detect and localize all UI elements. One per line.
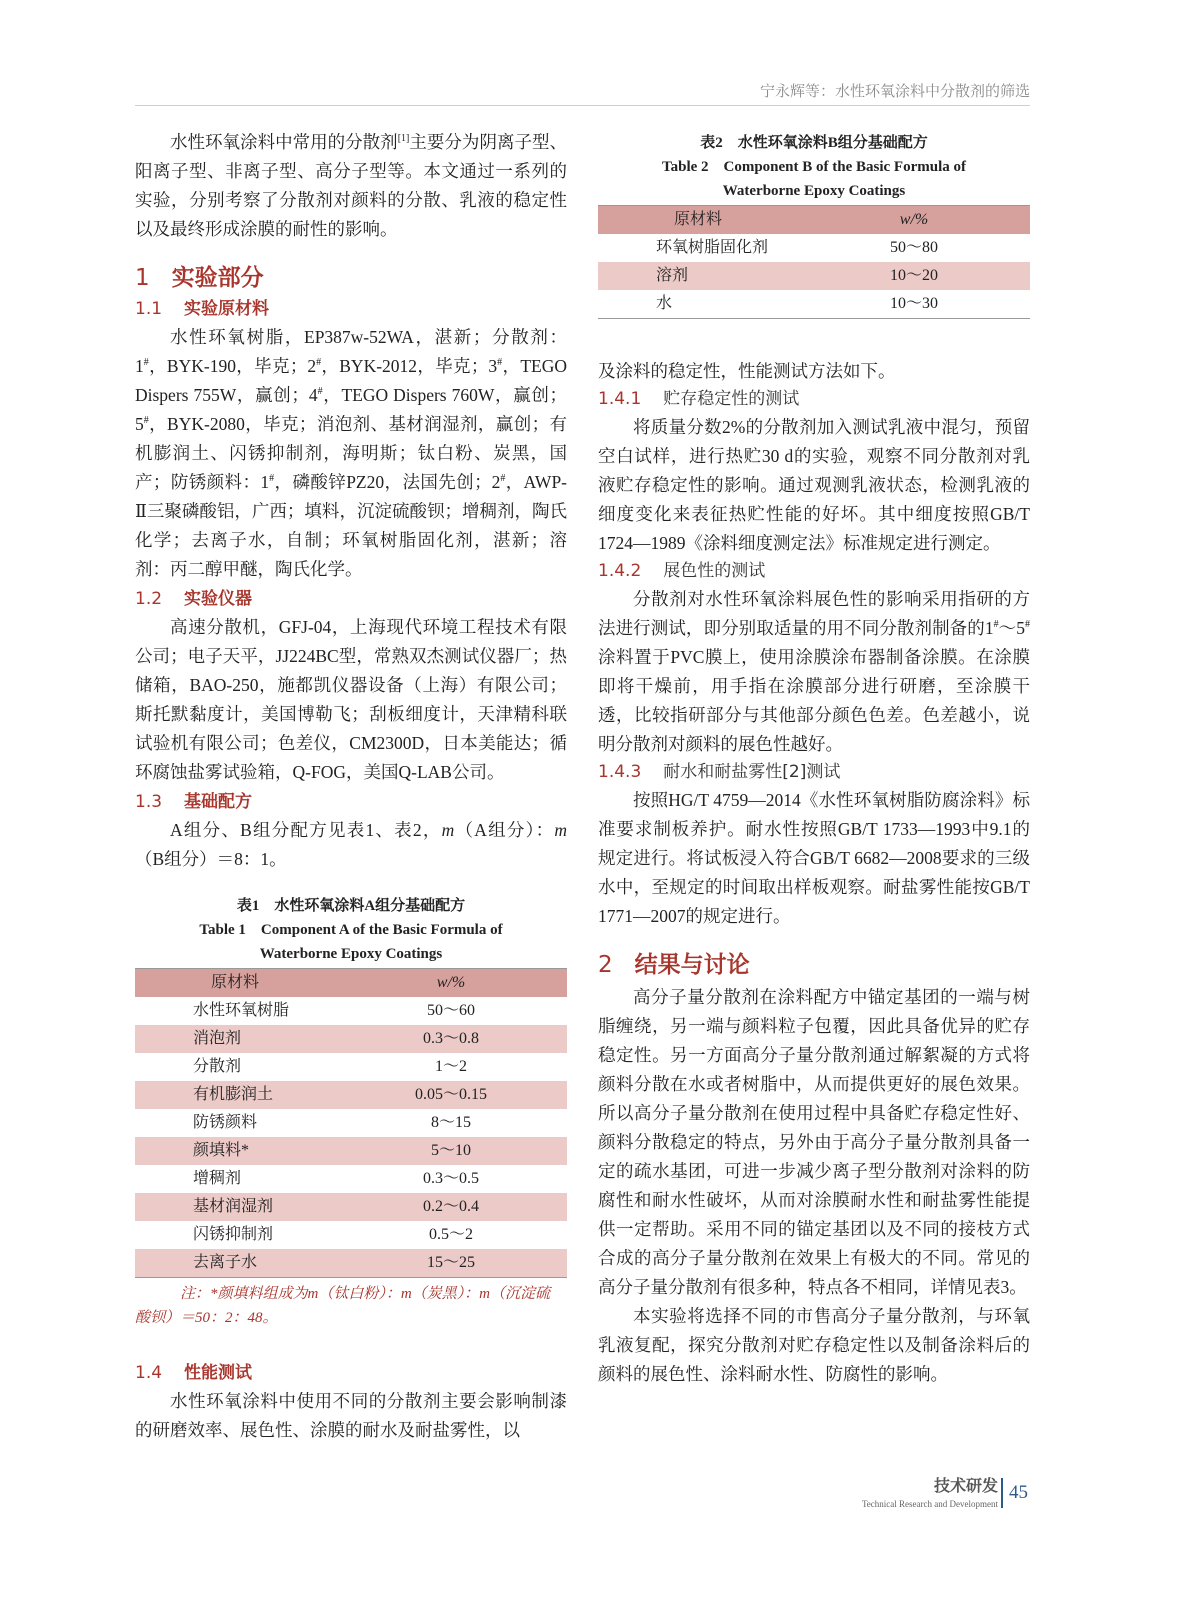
- page-number: 45: [1009, 1482, 1028, 1503]
- running-title: 宁永辉等：水性环氧涂料中分散剂的筛选: [759, 82, 1030, 100]
- section-title: 实验原材料: [184, 299, 270, 319]
- cell-mass-fraction: 0.3～0.8: [335, 1025, 567, 1053]
- cell-mass-fraction: 10～20: [798, 262, 1030, 290]
- text-run: A组分、B组分配方见表1、表2，: [170, 820, 442, 840]
- superscript: #: [269, 473, 275, 485]
- table-row: [598, 262, 1030, 290]
- text-run: ，BYK-2012，毕克；3: [321, 356, 498, 376]
- header-rule: [135, 105, 1030, 106]
- text-run: ，AWP-Ⅱ三聚磷酸铝，广西；填料，沉淀硫酸钡；增稠剂，陶氏化学；去离子水，自制；环氧树脂固化剂，湛新；溶剂：丙二醇甲醚，陶氏化学。: [135, 472, 567, 579]
- cell-material: 消泡剂: [135, 1025, 335, 1053]
- cell-material: 环氧树脂固化剂: [656, 239, 769, 256]
- section-title: 实验部分: [171, 265, 264, 291]
- text-run: 高速分散机，GFJ-04，上海现代环境工程技术有限公司；电子天平，JJ224BC型，常熟双杰测试仪器厂；热储箱，BAO-250，施都凯仪器设备（上海）有限公司；斯托默黏度计，美国博勒飞；刮板细度计，天津精科联试验机有限公司；色差仪，CM2300D，日本美能达；循环腐蚀盐雾试验箱，Q-FOG，美国Q-LAB公司。: [135, 617, 567, 782]
- table-row: [135, 1221, 567, 1249]
- table-row: [135, 1053, 567, 1081]
- text-run: 水性环氧涂料中使用不同的分散剂主要会影响制漆的研磨效率、展色性、涂膜的耐水及耐盐雾性，以: [135, 1391, 567, 1440]
- section-number: 1.4.1: [598, 389, 642, 409]
- cell-material: 基材润湿剂: [135, 1193, 335, 1221]
- table2-caption-en-2: Waterborne Epoxy Coatings: [722, 183, 906, 199]
- text-run: ～5: [998, 618, 1026, 638]
- cell-mass-fraction: 0.05～0.15: [335, 1081, 567, 1109]
- text-run: ，TEGO Dispers 755W，赢创；4: [135, 356, 567, 405]
- header-mass-fraction: w/%: [335, 969, 567, 998]
- section-number: 1.3: [135, 792, 163, 812]
- text-run: 高分子量分散剂在涂料配方中锚定基团的一端与树脂缠绕，另一端与颜料粒子包覆，因此具备优异的贮存稳定性。另一方面高分子量分散剂通过解絮凝的方式将颜料分散在水或者树脂中，从而提供更好的展色效果。所以高分子量分散剂在使用过程中具备贮存稳定性好、颜料分散稳定的特点，另外由于高分子量分散剂具备一定的疏水基团，可进一步减少离子型分散剂对涂料的防腐性和耐水性破坏，从而对涂膜耐水性和耐盐雾性能提供一定帮助。采用不同的锚定基团以及不同的接枝方式合成的高分子量分散剂在效果上有极大的不同。常见的高分子量分散剂有很多种，特点各不相同，详情见表3。: [598, 987, 1030, 1297]
- continued-paragraph: [598, 357, 1030, 386]
- table1: [135, 968, 567, 1278]
- section-title: 结果与讨论: [634, 952, 750, 978]
- table2: [598, 205, 1030, 319]
- superscript: #: [143, 415, 149, 427]
- text-run: 水性环氧树脂，EP387w-52WA，湛新；分散剂：1: [135, 327, 567, 376]
- footer-divider: [1001, 1478, 1003, 1508]
- footer-section-en: Technical Research and Development: [861, 1499, 998, 1509]
- cell-material: 分散剂: [193, 1058, 242, 1075]
- section-number: 1.2: [135, 589, 163, 609]
- cell-mass-fraction: 0.3～0.5: [422, 1170, 479, 1187]
- table1-caption-cn: 表1 水性环氧涂料A组分基础配方: [236, 898, 466, 914]
- cell-material: 颜填料*: [135, 1137, 335, 1165]
- section-1-3-heading: [135, 789, 567, 816]
- cell-material: 水性环氧树脂: [193, 1002, 290, 1019]
- cell-material: 增稠剂: [193, 1170, 242, 1187]
- section-title: 耐水和耐盐雾性[2]测试: [663, 762, 841, 782]
- superscript: #: [1025, 619, 1031, 631]
- table-row: [135, 997, 567, 1025]
- table2-caption-cn: 表2 水性环氧涂料B组分基础配方: [700, 135, 928, 151]
- section-number: 1: [135, 265, 150, 291]
- table2-caption: [598, 131, 1030, 203]
- section-title: 实验仪器: [184, 589, 253, 609]
- cell-mass-fraction: 0.5～2: [428, 1226, 473, 1243]
- header-material: 原材料: [135, 969, 335, 998]
- results-paragraph-2: [598, 1302, 1030, 1389]
- superscript: [1]: [397, 133, 410, 145]
- intro-paragraph: [135, 128, 567, 244]
- cell-mass-fraction: 1～2: [434, 1058, 467, 1075]
- section-number: 1.4.3: [598, 762, 642, 782]
- superscript: #: [497, 357, 503, 369]
- cell-material: 闪锈抑制剂: [193, 1226, 274, 1243]
- section-1-4-3-heading: [598, 759, 1030, 786]
- cell-material: 溶剂: [598, 262, 798, 290]
- cell-mass-fraction: 15～25: [335, 1249, 567, 1278]
- storage-stability-paragraph: [598, 413, 1030, 558]
- text-run: （A组分）：: [454, 820, 555, 840]
- cell-mass-fraction: 50～60: [426, 1002, 475, 1019]
- table-row: [135, 1249, 567, 1278]
- text-run: 涂料置于PVC膜上，使用涂膜涂布器制备涂膜。在涂膜即将干燥前，用手指在涂膜部分进行研磨，至涂膜干透，比较指研部分与其他部分颜色色差。色差越小，说明分散剂对颜料的展色性越好。: [598, 647, 1030, 754]
- footer-section-cn: 技术研发: [933, 1476, 998, 1495]
- table-header-row: [598, 206, 1030, 235]
- text-run: 将质量分数2%的分散剂加入测试乳液中混匀，预留空白试样，进行热贮30 d的实验，观察不同分散剂对乳液贮存稳定性的影响。通过观测乳液状态，检测乳液的细度变化来表征热贮性能的好坏。其中细度按照GB/T 1724—1989《涂料细度测定法》标准规定进行测定。: [598, 417, 1030, 553]
- text-run: 及涂料的稳定性，性能测试方法如下。: [598, 361, 896, 381]
- left-column: [135, 128, 567, 1445]
- table-row: [135, 1025, 567, 1053]
- superscript: #: [316, 357, 322, 369]
- instruments-paragraph: [135, 613, 567, 787]
- cell-mass-fraction: 50～80: [889, 239, 938, 256]
- superscript: #: [317, 386, 323, 398]
- section-title: 贮存稳定性的测试: [663, 389, 800, 409]
- section-title: 基础配方: [184, 792, 253, 812]
- section-number: 1.4.2: [598, 561, 642, 581]
- table-row: [135, 1165, 567, 1193]
- header-material: 原材料: [598, 206, 798, 235]
- section-number: 2: [598, 952, 613, 978]
- text-run: ，TEGO Dispers 760W，赢创；5: [135, 385, 568, 434]
- color-development-paragraph: [598, 585, 1030, 759]
- table-row: [598, 234, 1030, 262]
- section-1-4-heading: [135, 1360, 567, 1387]
- table-row: [135, 1081, 567, 1109]
- table1-caption-en: Table 1 Component A of the Basic Formula of: [199, 922, 503, 938]
- superscript: #: [993, 619, 999, 631]
- section-1-2-heading: [135, 586, 567, 613]
- cell-material: 有机膨润土: [135, 1081, 335, 1109]
- table-row: [135, 1109, 567, 1137]
- section-number: 1.4: [135, 1363, 163, 1383]
- section-number: 1.1: [135, 299, 163, 319]
- text-run: ，BYK-2080，毕克；消泡剂、基材润湿剂，赢创；有机膨润土、闪锈抑制剂，海明斯；钛白粉、炭黑，国产；防锈颜料：1: [135, 414, 567, 492]
- cell-mass-fraction: 10～30: [798, 290, 1030, 319]
- table-header-row: [135, 969, 567, 998]
- text-run: ，BYK-190，毕克；2: [148, 356, 317, 376]
- formula-paragraph: [135, 816, 567, 874]
- cell-material: 去离子水: [135, 1249, 335, 1278]
- cell-mass-fraction: 5～10: [335, 1137, 567, 1165]
- text-run: 主要分为阴离子型、阳离子型、非离子型、高分子型等。本文通过一系列的实验，分别考察了分散剂对颜料的分散、乳液的稳定性以及最终形成涂膜的耐性的影响。: [135, 132, 568, 239]
- section-title: 性能测试: [184, 1363, 253, 1383]
- cell-mass-fraction: 0.2～0.4: [335, 1193, 567, 1221]
- section-1-4-1-heading: [598, 386, 1030, 413]
- table-row: [135, 1137, 567, 1165]
- section-2-heading: [598, 949, 1030, 981]
- text-run: （B组分）＝8：1。: [135, 849, 287, 869]
- header-mass-fraction: w/%: [798, 206, 1030, 235]
- italic-symbol: m: [441, 820, 455, 840]
- table1-caption: [135, 894, 567, 966]
- text-run: 本实验将选择不同的市售高分子量分散剂，与环氧乳液复配，探究分散剂对贮存稳定性以及制备涂料后的颜料的展色性、涂料耐水性、防腐性的影响。: [598, 1306, 1030, 1384]
- text-run: 水性环氧涂料中常用的分散剂: [170, 132, 398, 152]
- section-1-4-2-heading: [598, 558, 1030, 585]
- text-run: ，磷酸锌PZ20，法国先创；2: [274, 472, 501, 492]
- section-1-heading: [135, 262, 567, 294]
- table1-caption-en-2: Waterborne Epoxy Coatings: [259, 946, 443, 962]
- cell-material: 防锈颜料: [193, 1114, 258, 1131]
- right-column: [598, 131, 1030, 1389]
- table2-caption-en: Table 2 Component B of the Basic Formula of: [661, 159, 967, 175]
- section-1-1-heading: [135, 296, 567, 323]
- section-title: 展色性的测试: [663, 561, 766, 581]
- water-salt-resistance-paragraph: [598, 786, 1030, 931]
- table1-note: 注：*颜填料组成为m（钛白粉）：m（炭黑）：m（沉淀硫酸钡）＝50：2：48。: [135, 1286, 550, 1326]
- text-run: 按照HG/T 4759—2014《水性环氧树脂防腐涂料》标准要求制板养护。耐水性按照GB/T 1733—1993中9.1的规定进行。将试板浸入符合GB/T 6682—2008要求的三级水中，至规定的时间取出样板观察。耐盐雾性能按GB/T 1771—2007的规定进行。: [598, 790, 1030, 926]
- materials-paragraph: [135, 323, 567, 584]
- cell-material: 水: [598, 290, 798, 319]
- text-run: 分散剂对水性环氧涂料展色性的影响采用指研的方法进行测试，即分别取适量的用不同分散剂制备的1: [598, 589, 1030, 638]
- results-paragraph-1: [598, 983, 1030, 1302]
- superscript: #: [500, 473, 506, 485]
- italic-symbol: m: [554, 820, 568, 840]
- table-row: [135, 1193, 567, 1221]
- performance-paragraph: [135, 1387, 567, 1445]
- superscript: #: [143, 357, 149, 369]
- table-row: [598, 290, 1030, 319]
- cell-mass-fraction: 8～15: [430, 1114, 471, 1131]
